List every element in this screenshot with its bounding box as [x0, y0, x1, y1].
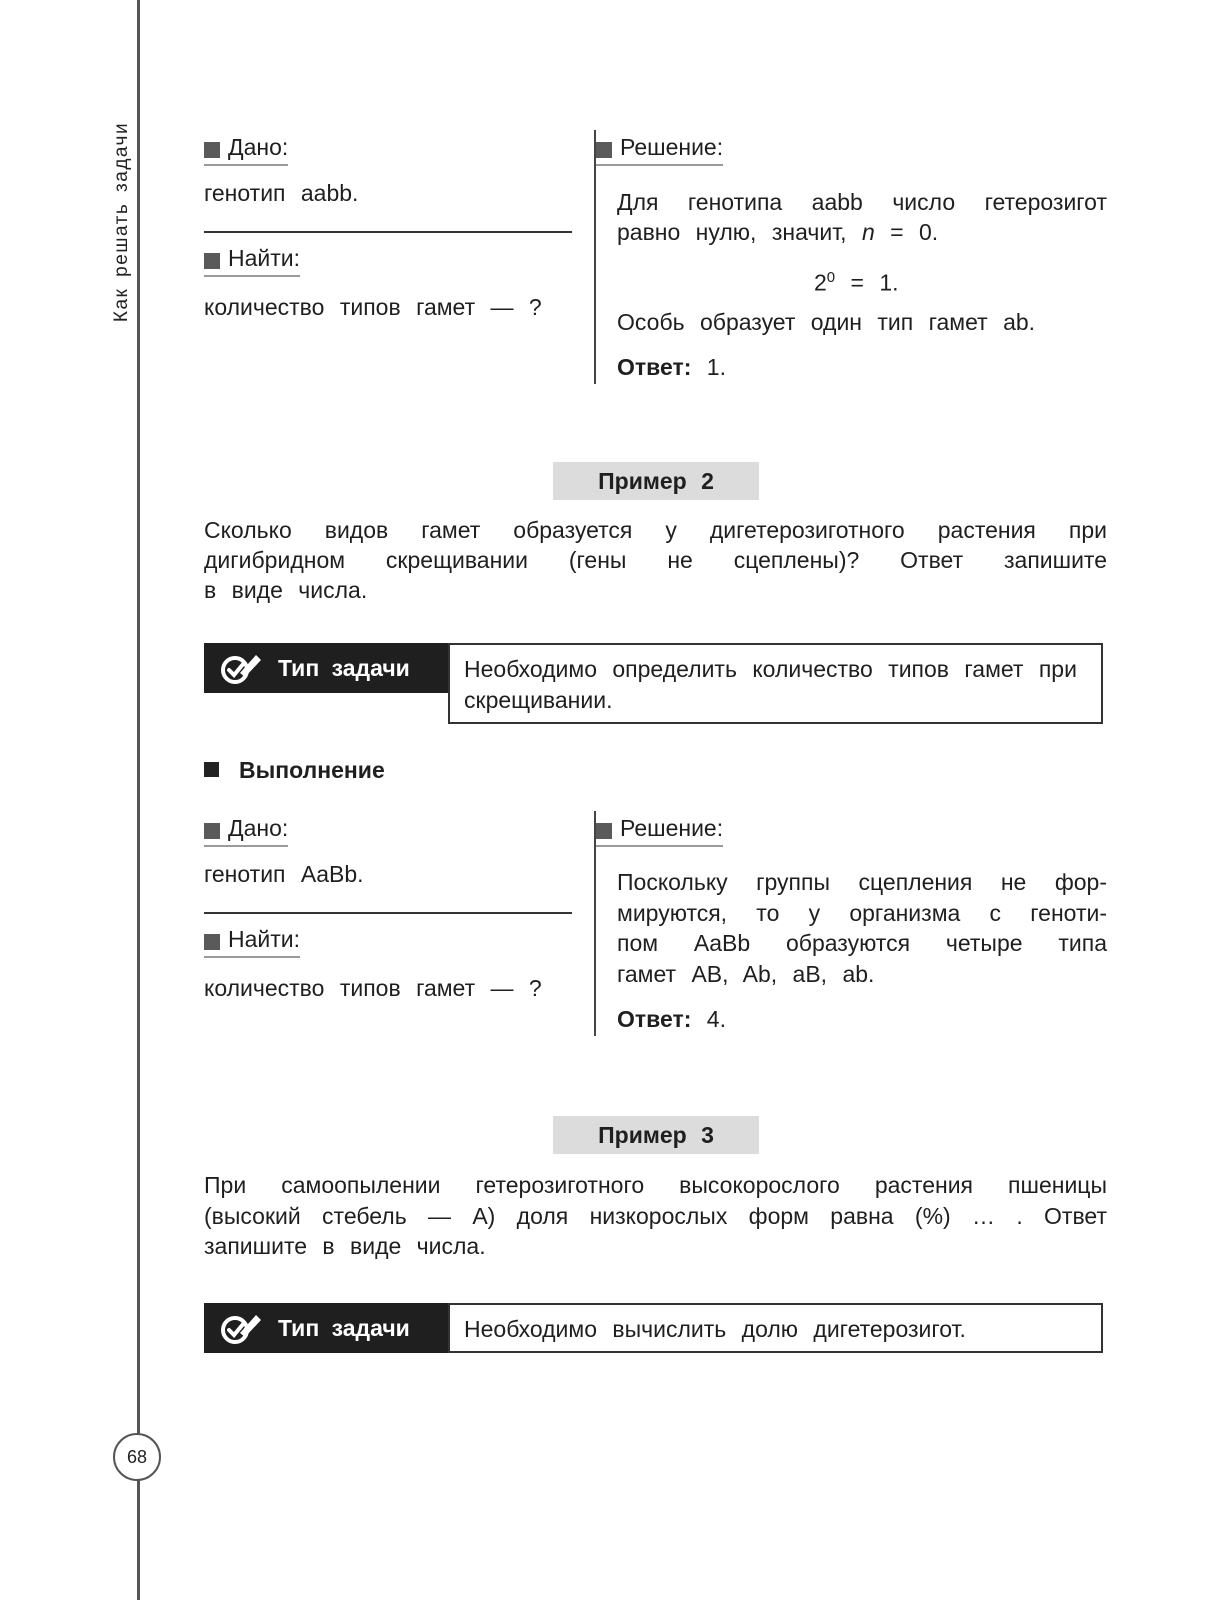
running-head: Как решать задачи [111, 121, 132, 323]
page-number: 68 [113, 1433, 161, 1481]
example-title: Пример 2 [553, 462, 759, 500]
square-bullet-icon [204, 142, 220, 158]
question-line: в виде числа. [204, 577, 368, 603]
square-bullet-icon [596, 823, 612, 839]
column-divider [594, 130, 596, 384]
square-bullet-icon [204, 934, 220, 950]
task-type-text: Необходимо вычислить долю дигетерозигот. [448, 1303, 1103, 1353]
find-label: Найти: [204, 244, 300, 277]
question-line: запишите в виде числа. [204, 1233, 486, 1259]
task-type-tag: Тип задачи [204, 643, 448, 693]
find-label: Найти: [204, 925, 300, 958]
solution-text: Особь образует один тип гамет ab. [617, 309, 1036, 335]
given-label: Дано: [204, 133, 288, 166]
execution-heading: Выполнение [204, 757, 385, 784]
given-text: генотип aabb. [204, 180, 359, 206]
square-bullet-icon [204, 253, 220, 269]
find-text: количество типов гамет — ? [204, 294, 542, 320]
divider [204, 231, 572, 233]
solution-text: Для генотипа aabb число гетерозигот [617, 189, 1107, 215]
square-bullet-icon [204, 762, 219, 777]
square-bullet-icon [204, 823, 220, 839]
divider [204, 912, 572, 914]
solution-text: пом AaBb образуются четыре типа [617, 930, 1107, 956]
solution-label: Решение: [596, 814, 723, 847]
question-line: При самоопылении гетерозиготного высокорослого растения пшеницы [204, 1172, 1107, 1198]
solution-text: равно нулю, значит, n = 0. [617, 219, 939, 245]
answer: Ответ: 4. [617, 1006, 726, 1032]
task-type-tag: Тип задачи [204, 1303, 448, 1353]
given-label: Дано: [204, 814, 288, 847]
pen-check-icon [218, 1311, 262, 1345]
pen-check-icon [218, 651, 262, 685]
find-text: количество типов гамет — ? [204, 975, 542, 1001]
task-type-text: Необходимо определить количество типов гамет при скрещивании. [448, 643, 1103, 724]
question-line: дигибридном скрещивании (гены не сцеплены)? Ответ запишите [204, 547, 1107, 573]
example-title: Пример 3 [553, 1116, 759, 1154]
question-line: Сколько видов гамет образуется у дигетерозиготного растения при [204, 517, 1107, 543]
answer: Ответ: 1. [617, 354, 726, 380]
formula: $2^0 = 1$. [814, 269, 899, 296]
solution-text: мируются, то у организма с геноти- [617, 900, 1107, 926]
given-text: генотип AaBb. [204, 861, 364, 887]
question-line: (высокий стебель — A) доля низкорослых форм равна (%) … . Ответ [204, 1203, 1107, 1229]
solution-text: Поскольку группы сцепления не фор- [617, 869, 1107, 895]
square-bullet-icon [596, 142, 612, 158]
margin-rule [137, 0, 140, 1600]
solution-text: гамет AB, Ab, aB, ab. [617, 961, 875, 987]
solution-label: Решение: [596, 133, 723, 166]
